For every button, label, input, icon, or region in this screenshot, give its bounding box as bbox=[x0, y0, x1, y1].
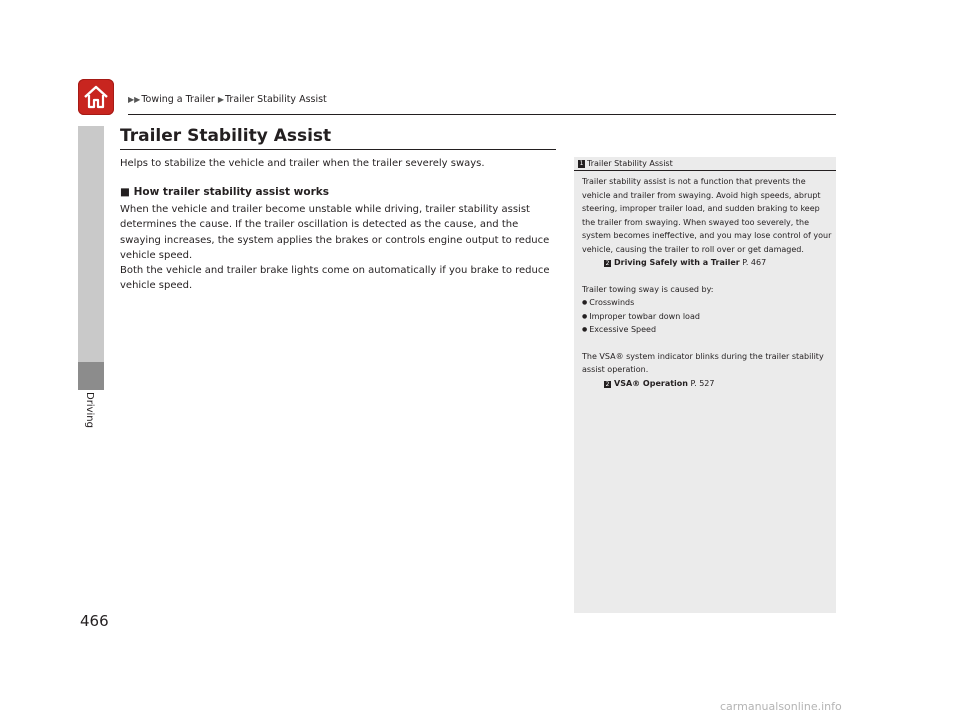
note-heading bbox=[574, 157, 836, 171]
home-icon bbox=[82, 83, 110, 111]
list-item: ● Improper towbar down load bbox=[582, 310, 832, 324]
section-body bbox=[120, 202, 562, 294]
xref-driving-safely[interactable] bbox=[582, 256, 832, 270]
sidebar-track bbox=[78, 126, 104, 362]
breadcrumb-item-current: Trailer Stability Assist bbox=[225, 94, 327, 105]
note-paragraph-2: Trailer towing sway is caused by: bbox=[582, 284, 714, 294]
list-item: ● Excessive Speed bbox=[582, 323, 832, 337]
note-paragraph-3: The VSA® system indicator blinks during the trailer stability assist operation. bbox=[582, 351, 824, 374]
note-box bbox=[574, 157, 836, 613]
home-button[interactable] bbox=[78, 79, 114, 115]
section-paragraph-1: When the vehicle and trailer become unstable while driving, trailer stability assist determines the cause. If the trailer oscillation is detected as the cause, and the swaying increases, the system applies the brakes or controls engine output to reduce vehicle speed. bbox=[120, 204, 550, 261]
section-heading-text: How trailer stability assist works bbox=[133, 186, 329, 198]
section-marker: ■ bbox=[120, 186, 130, 198]
breadcrumb-arrow-icon: ▶▶ bbox=[128, 95, 141, 104]
sidebar-label: Driving bbox=[84, 392, 95, 428]
section-heading bbox=[120, 186, 329, 198]
intro-text: Helps to stabilize the vehicle and trailer when the trailer severely sways. bbox=[120, 158, 485, 169]
xref-page: P. 527 bbox=[690, 378, 715, 388]
page-number: 466 bbox=[80, 612, 109, 630]
watermark: carmanualsonline.info bbox=[720, 700, 842, 713]
breadcrumb-item-towing[interactable]: Towing a Trailer bbox=[141, 94, 215, 105]
title-divider bbox=[120, 149, 556, 150]
xref-vsa-operation[interactable] bbox=[582, 377, 832, 391]
note-heading-text: Trailer Stability Assist bbox=[587, 159, 673, 168]
list-item: ● Crosswinds bbox=[582, 296, 832, 310]
note-body bbox=[582, 175, 832, 390]
breadcrumb bbox=[128, 94, 327, 105]
xref-label: Driving Safely with a Trailer bbox=[614, 258, 740, 267]
section-paragraph-2: Both the vehicle and trailer brake lights come on automatically if you brake to reduce vehicle speed. bbox=[120, 265, 550, 292]
xref-arrow-icon: 2 bbox=[605, 380, 610, 388]
note-paragraph-1: Trailer stability assist is not a function that prevents the vehicle and trailer from swaying. Avoid high speeds, abrupt steering, improper trailer load, and sudden braking to keep the trailer from swaying. When swayed too severely, the system becomes ineffective, and you may lose control of your vehicle, causing the trailer to roll over or get damaged. bbox=[582, 177, 832, 254]
page-title: Trailer Stability Assist bbox=[120, 126, 332, 146]
note-marker-icon: 1 bbox=[579, 159, 584, 167]
sidebar-tab-driving[interactable] bbox=[78, 362, 104, 390]
header-divider bbox=[128, 114, 836, 115]
breadcrumb-arrow-icon: ▶ bbox=[217, 95, 224, 104]
xref-page: P. 467 bbox=[742, 258, 767, 267]
xref-label: VSA® Operation bbox=[614, 378, 688, 388]
xref-arrow-icon: 2 bbox=[605, 260, 610, 267]
